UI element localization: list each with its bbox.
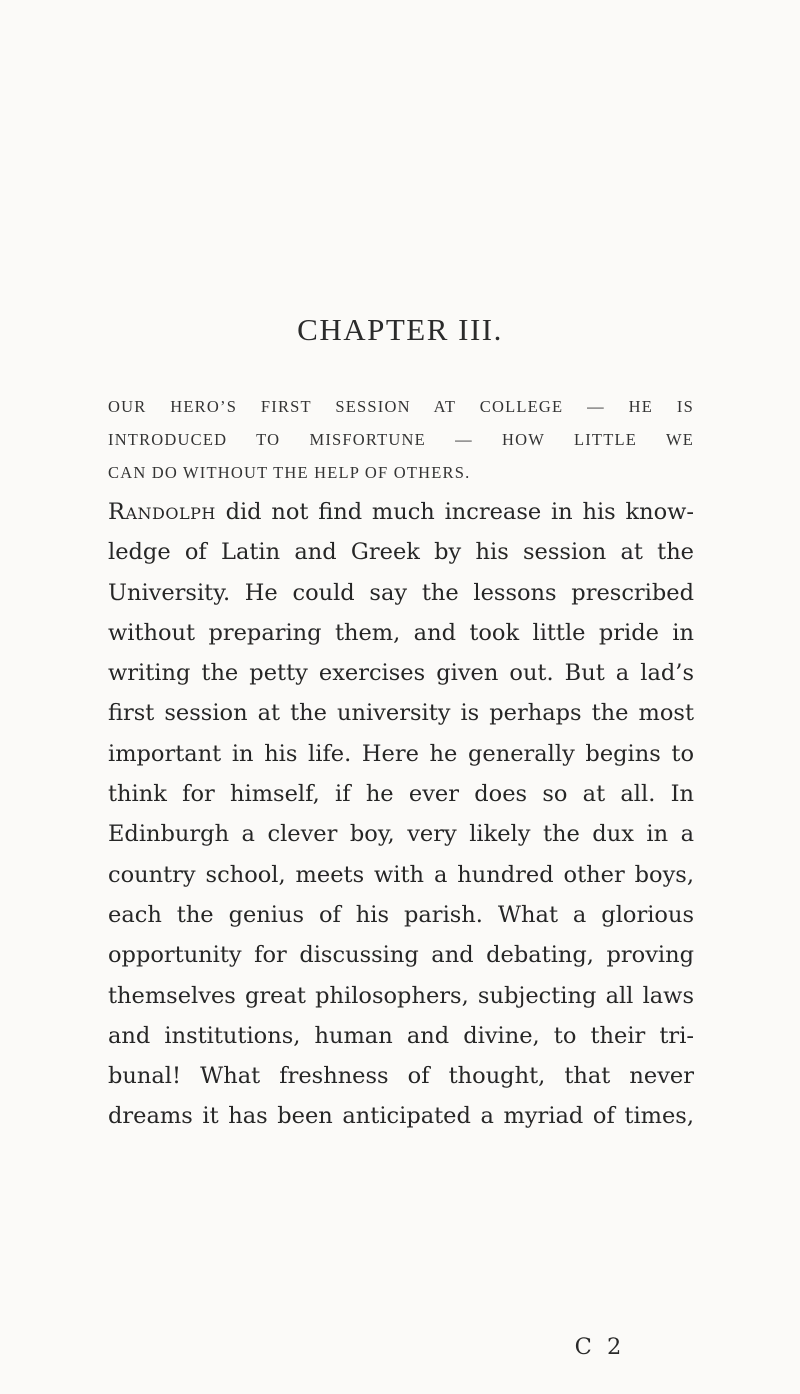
- body-line: ledge of Latin and Greek by his session at the: [108, 539, 694, 566]
- body-line: think for himself, if he ever does so at all. In: [108, 781, 694, 808]
- body-line: bunal! What freshness of thought, that never: [108, 1063, 694, 1090]
- body-line: first session at the university is perhaps the most: [108, 700, 694, 727]
- body-line: and institutions, human and divine, to their tri-: [108, 1022, 694, 1049]
- opening-line-rest: did not find much increase in his know-: [215, 499, 694, 525]
- body-line: each the genius of his parish. What a glorious: [108, 901, 694, 928]
- summary-line: INTRODUCED TO MISFORTUNE — HOW LITTLE WE: [108, 430, 694, 449]
- signature-mark: C 2: [574, 1334, 626, 1360]
- opening-word: Randolph: [108, 499, 216, 525]
- body-line: dreams it has been anticipated a myriad of times,: [108, 1103, 694, 1130]
- body-paragraph: [108, 492, 694, 1137]
- chapter-title: CHAPTER III.: [297, 312, 503, 347]
- body-line: important in his life. Here he generally begins to: [108, 740, 694, 767]
- chapter-summary: [108, 390, 694, 489]
- body-line: writing the petty exercises given out. But a lad’s: [108, 660, 694, 687]
- body-line: Edinburgh a clever boy, very likely the dux in a: [108, 821, 694, 848]
- summary-line: OUR HERO’S FIRST SESSION AT COLLEGE — HE IS: [108, 397, 694, 416]
- body-line: [108, 492, 694, 532]
- body-line: themselves great philosophers, subjecting all laws: [108, 982, 694, 1009]
- body-line: without preparing them, and took little pride in: [108, 619, 694, 646]
- body-line: University. He could say the lessons prescribed: [108, 579, 694, 606]
- body-line: country school, meets with a hundred other boys,: [108, 861, 694, 888]
- summary-line: CAN DO WITHOUT THE HELP OF OTHERS.: [108, 463, 471, 482]
- body-line: opportunity for discussing and debating, proving: [108, 942, 694, 969]
